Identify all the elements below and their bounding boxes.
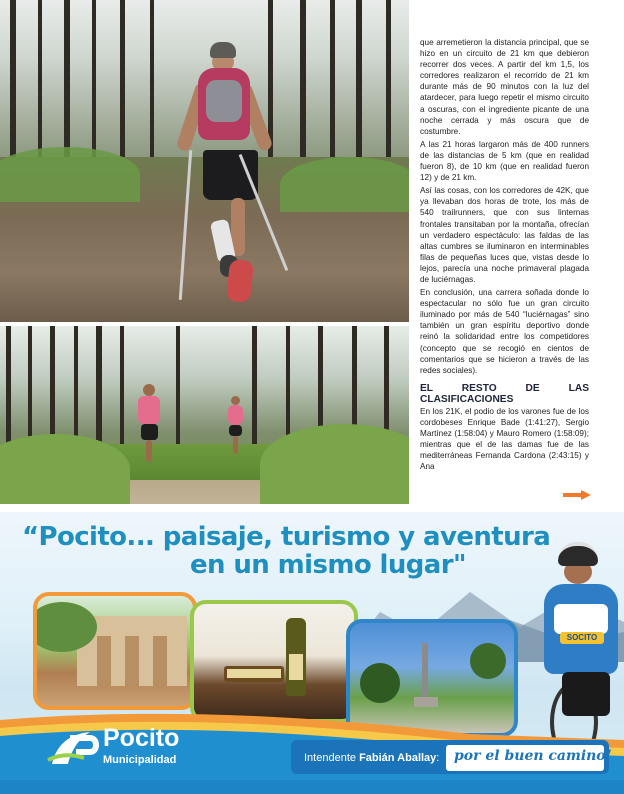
ad-slogan-line2: en un mismo lugar" bbox=[190, 550, 466, 580]
article-paragraph: A las 21 horas largaron más de 400 runners de las distancias de 5 km (que en realidad fueron 8), de 10 km (que en realidad fueron 12) y de 21 km. bbox=[420, 139, 589, 183]
article-paragraph: En los 21K, el podio de los varones fue de los cordobeses Enrique Bade (1:41:27), Sergio Martínez (1:58:04) y Mauro Romero (1:58:09); mientras que el de las damas fue de las mediterráneas Fernanda Cardona (2:43:15) y Ana bbox=[420, 407, 589, 472]
ad-slogan-line1: “Pocito... paisaje, turismo y aventura bbox=[22, 522, 551, 552]
hiker-photo bbox=[0, 0, 409, 322]
olive-oil-bottle bbox=[286, 618, 306, 696]
pocito-advertisement bbox=[0, 512, 624, 794]
grass-patch bbox=[0, 434, 130, 504]
tree-trunk bbox=[96, 326, 102, 451]
grass-patch bbox=[0, 147, 140, 202]
tree-trunk bbox=[286, 326, 290, 451]
tree-trunk bbox=[300, 0, 306, 180]
continue-arrow-icon bbox=[563, 490, 591, 500]
article-paragraph: Así las cosas, con los corredores de 42K, que ya llevaban dos horas de trote, los más de 540 trailrunners, que con sus linternas frontales transitaban por la montaña, ofrecían un verdadero espectáculo: las faldas de las altas cumbres se iluminaron en interminables filas de pequeñas luces que, vistas desde lo lejos, parecía una noche primaveral plagada de luciérnagas. bbox=[420, 186, 589, 284]
logo-subtitle: Municipalidad bbox=[103, 754, 177, 766]
pocito-logo-icon bbox=[46, 726, 100, 772]
article-paragraph: que arremetieron la distancia principal, que se hizo en un circuito de 21 km que debieron recorrer dos veces. A partir del km 1,5, los corredores realizaron el recorrido de 21 km durante más de 90 minutos con la luz del atardecer, para luego repetir el mismo circuito a oscuras, con el ingrediente picante de una noche cerrada y más oscura que de costumbre. bbox=[420, 38, 589, 136]
olive-oil-photo bbox=[190, 600, 358, 723]
olive-oil-bottle bbox=[224, 666, 284, 682]
section-heading: EL RESTO DE LAS CLASIFICACIONES bbox=[420, 382, 589, 405]
jersey-text: SOCITO bbox=[560, 632, 604, 644]
grass-patch bbox=[280, 157, 409, 212]
grass-patch bbox=[260, 424, 409, 504]
colonial-corridor-photo bbox=[33, 592, 197, 710]
tree-trunk bbox=[120, 326, 124, 448]
intendente-line: Intendente Fabián Aballay: bbox=[304, 752, 440, 764]
tree-trunk bbox=[150, 0, 154, 165]
tree-trunk bbox=[120, 0, 125, 170]
intendente-name: Fabián Aballay bbox=[359, 752, 437, 764]
tree-trunk bbox=[252, 326, 257, 448]
tagline: por el buen camino! bbox=[454, 748, 612, 764]
logo-name: Pocito bbox=[103, 724, 180, 752]
article-paragraph: En conclusión, una carrera soñada donde lo espectacular no sólo fue un gran circuito iluminado por más de 540 “luciérnagas” sino también un gran espíritu deportivo donde reinó la solidaridad entre los competidores (concepto que se recogió en cientos de comentarios que se hicieron a través de las redes sociales). bbox=[420, 288, 589, 375]
tree-trunk bbox=[176, 326, 180, 446]
article-column bbox=[420, 37, 589, 475]
runners-photo bbox=[0, 326, 409, 504]
